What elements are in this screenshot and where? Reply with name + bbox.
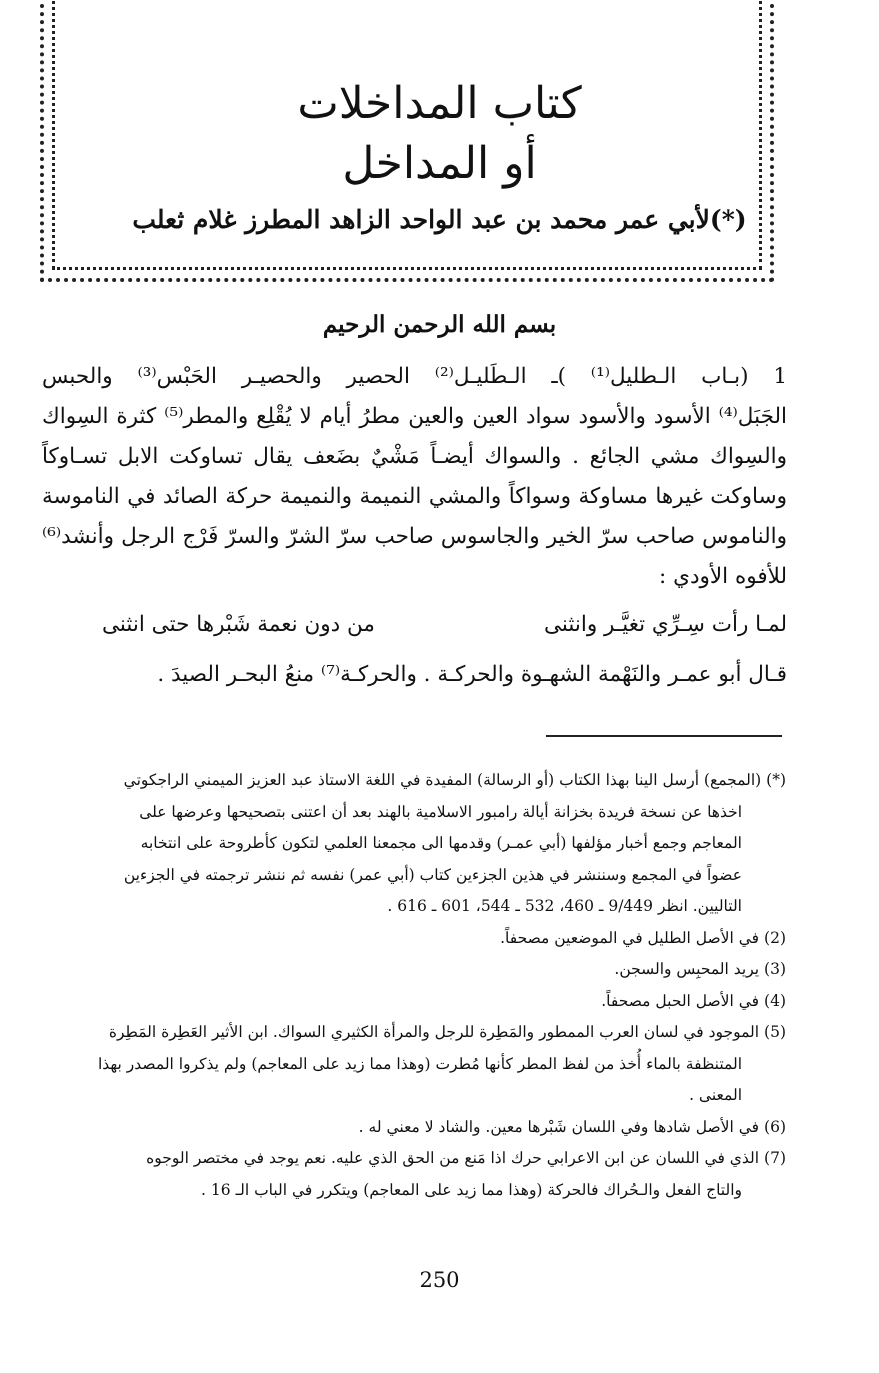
text-line: وساوكت غيرها مساوكة وسواكاً والمشي النميمة والنميمة حركة الصائد في الناموسة [42,484,787,509]
footnote-line: (6) في الأصل شادها وفي اللسان شَبْرها معين. والشاد لا معني له . [358,1117,786,1136]
footnote-line: (5) الموجود في لسان العرب الممطور والمَطِرة للرجل والمرأة الكثيري السواك. ابن الأثير العَطِرة المَطِرة [108,1023,786,1041]
footnote-line: (4) في الأصل الحبل مصحفاً. [601,991,786,1010]
footnote-line: المعنى . [689,1086,742,1104]
book-subtitle: أو المداخل [342,138,537,189]
footnote-line: (*) (المجمع) أرسل الينا بهذا الكتاب (أو الرسالة) المفيدة في اللغة الاستاذ عبد العزيز الميمني الراجكوتي [123,771,786,789]
text-line: للأفوه الأودي : [659,564,787,589]
text-line: والسِواك مشي الجائع . والسواك أيضـاً مَشْيٌ بضَعف يقال تساوكت الابل تسـاوكاً [42,444,787,469]
main-text [42,357,787,597]
text-line-content: قـال أبو عمـر والنَهْمة الشهـوة والحركـة . والحركـة⁽⁷⁾ منعُ البحـر الصيدَ . [157,662,787,687]
book-title: كتاب المداخلات [297,78,582,129]
footnote-line: والتاج الفعل والـحُراك فالحركة (وهذا مما زيد على المعاجم) ويتكرر في الباب الـ 16 . [201,1180,742,1199]
basmala: بسم الله الرحمن الرحيم [322,311,557,338]
footnote-line: (7) الذي في اللسان عن ابن الاعرابي حرك اذا مَنع من الحق الذي عليه. نعم يوجد في مختصر الوجوه [146,1149,786,1167]
footnotes [38,765,786,1206]
footnote-divider [546,735,782,737]
footnote-line: التاليين. انظر 9/449 ـ 460، 532 ـ 544، 601 ـ 616 . [387,897,742,915]
author-line: لأبي عمر محمد بن عبد الواحد الزاهد المطرز غلام ثعلب(*) [132,205,747,234]
footnote-line: المعاجم وجمع أخبار مؤلفها (أبي عمـر) وقدمها الى مجمعنا العلمي لتكون كأطروحة على انتخابه [140,834,742,852]
footnote-line: عضواً في المجمع وسننشر في هذين الجزءين كتاب (أبي عمر) نفسه ثم ننشر ترجمته في الجزءين [123,865,742,884]
text-line: الجَبَل⁽⁴⁾ الأسود والأسود سواد العين والعين مطرُ أيام لا يُقْلِع والمطر⁽⁵⁾ كثرة السِواك [42,404,787,429]
page-number: 250 [419,1268,460,1292]
verse-second-hemistich: من دون نعمة شَبْرها حتى انثنى [102,612,375,637]
footnote-line: المتنظفة بالماء أُخذ من لفظ المطر كأنها مُطرت (وهذا مما زيد على المعاجم) ولم يذكروا المصدر بهذا [97,1054,742,1073]
footnote-line: (3) يريد المحبِس والسجن. [614,960,786,978]
verse-first-hemistich: لمـا رأت سِـرِّي تغيَّـر وانثنى [543,612,787,637]
footnote-line: (2) في الأصل الطليل في الموضعين مصحفاً. [500,928,786,947]
text-line: 1 (بـاب الـطليل⁽¹⁾ )ـ الـطَليـل⁽²⁾ الحصير والحصيـر الحَبْس⁽³⁾ والحبس [42,364,787,389]
text-line: والناموس صاحب سرّ الخير والجاسوس صاحب سرّ الشرّ والسرّ فَرْج الرجل وأنشد⁽⁶⁾ [42,524,787,549]
footnote-line: اخذها عن نسخة فريدة بخزانة أيالة رامبور الاسلامية بالهند بعد أن اعتنى بتصحيحها وعرضها على [139,802,742,821]
